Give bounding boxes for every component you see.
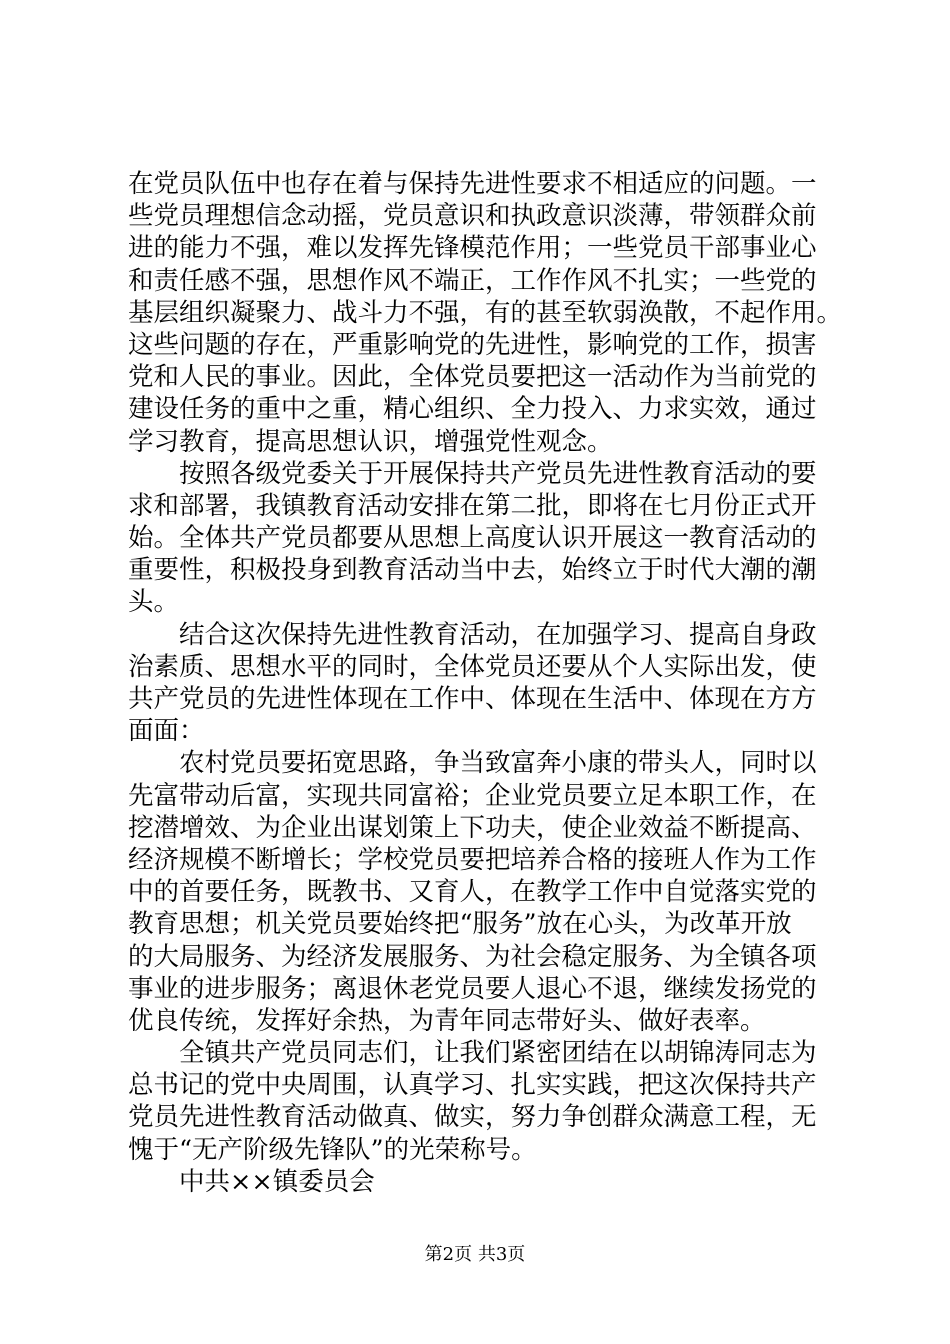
text-line: 学习教育，提高思想认识，增强党性观念。 — [128, 426, 613, 457]
text-line: 始。全体共产党员都要从思想上高度认识开展这一教育活动的 — [128, 523, 817, 554]
text-line: 些党员理想信念动摇，党员意识和执政意识淡薄，带领群众前 — [128, 201, 817, 232]
body-text — [128, 168, 843, 1198]
text-line: 愧于“无产阶级先锋队”的光荣称号。 — [128, 1134, 537, 1165]
page-footer — [0, 1244, 950, 1266]
text-line: 优良传统，发挥好余热，为青年同志带好头、做好表率。 — [128, 1005, 766, 1036]
text-line: 经济规模不断增长；学校党员要把培养合格的接班人作为工作 — [128, 844, 817, 875]
text-line: 在党员队伍中也存在着与保持先进性要求不相适应的问题。一 — [128, 169, 817, 199]
text-line: 挖潜增效、为企业出谋划策上下功夫，使企业效益不断提高、 — [128, 812, 817, 843]
text-line: 这些问题的存在，严重影响党的先进性，影响党的工作，损害 — [128, 329, 817, 360]
text-line: 建设任务的重中之重，精心组织、全力投入、力求实效，通过 — [128, 394, 817, 425]
text-line: 重要性，积极投身到教育活动当中去，始终立于时代大潮的潮 — [128, 555, 817, 586]
text-line: 按照各级党委关于开展保持共产党员先进性教育活动的要 — [128, 458, 817, 489]
text-line: 进的能力不强，难以发挥先锋模范作用；一些党员干部事业心 — [128, 233, 817, 264]
text-line: 教育思想；机关党员要始终把“服务”放在心头，为改革开放 — [128, 909, 792, 940]
text-line: 结合这次保持先进性教育活动，在加强学习、提高自身政 — [128, 619, 817, 650]
text-line: 共产党员的先进性体现在工作中、体现在生活中、体现在方方 — [128, 684, 817, 714]
page-indicator: 第2页 共3页 — [424, 1244, 526, 1265]
text-line: 的大局服务、为经济发展服务、为社会稳定服务、为全镇各项 — [128, 941, 817, 972]
text-line: 基层组织凝聚力、战斗力不强，有的甚至软弱涣散，不起作用。 — [128, 297, 843, 328]
text-line: 农村党员要拓宽思路，争当致富奔小康的带头人，同时以 — [128, 748, 817, 779]
text-line: 党员先进性教育活动做真、做实，努力争创群众满意工程，无 — [128, 1102, 817, 1133]
text-line: 党和人民的事业。因此，全体党员要把这一活动作为当前党的 — [128, 362, 817, 393]
text-line: 求和部署，我镇教育活动安排在第二批，即将在七月份正式开 — [128, 490, 817, 521]
text-line: 和责任感不强，思想作风不端正，工作作风不扎实；一些党的 — [128, 265, 817, 296]
text-line: 事业的进步服务；离退休老党员要人退心不退，继续发扬党的 — [128, 973, 817, 1004]
text-line: 中的首要任务，既教书、又育人，在教学工作中自觉落实党的 — [128, 877, 817, 908]
text-line: 总书记的党中央周围，认真学习、扎实实践，把这次保持共产 — [128, 1070, 817, 1101]
signature-line: 中共××镇委员会 — [128, 1166, 375, 1197]
text-line: 面面： — [128, 716, 205, 747]
text-line: 头。 — [128, 587, 180, 618]
text-line: 全镇共产党员同志们，让我们紧密团结在以胡锦涛同志为 — [128, 1038, 817, 1069]
text-line: 治素质、思想水平的同时，全体党员还要从个人实际出发，使 — [128, 651, 817, 682]
text-line: 先富带动后富，实现共同富裕；企业党员要立足本职工作，在 — [128, 780, 817, 811]
